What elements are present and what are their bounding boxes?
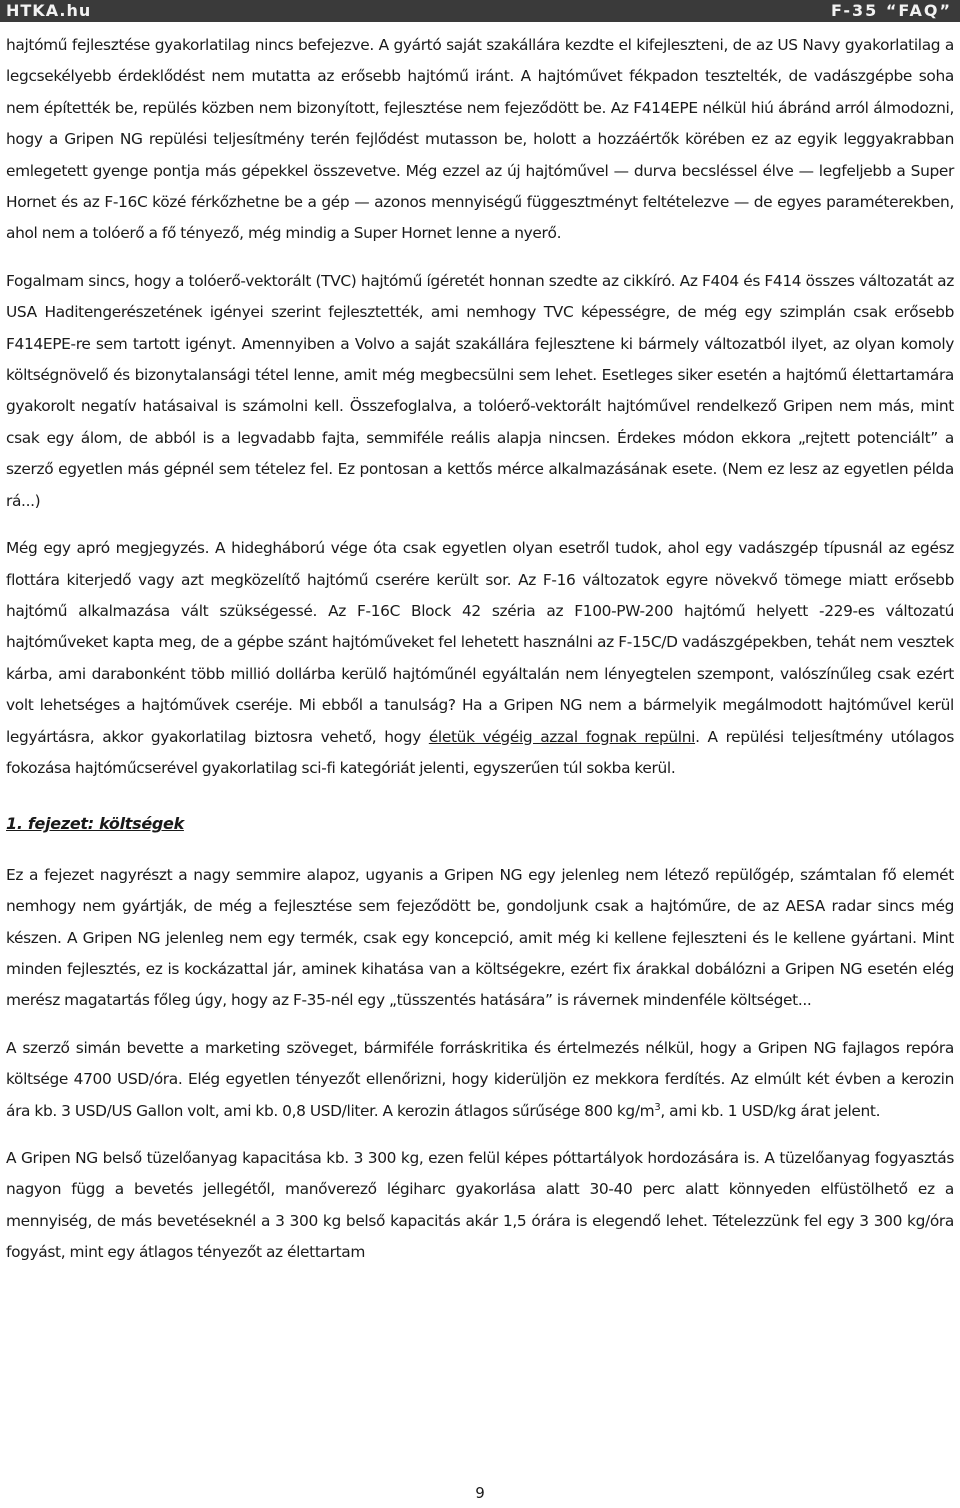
paragraph-fuel-capacity: A Gripen NG belső tüzelőanyag kapacitása kb. 3 300 kg, ezen felül képes póttartályok hordozására is. A tüzelőanyag fogyasztás nagyon függ a bevetés jellegétől, manőverező légiharc gyakorlása alatt 30-40 perc alatt könnyeden elfüstölhető ez a mennyiség, de más bevetéseknél a 3 300 kg belső kapacitás akár 1,5 órára is elegendő lehet. Tételezzünk fel egy 3 300 kg/óra fogyást, mint egy átlagos tényezőt az élettartam — [6, 1149, 954, 1262]
site-name: HTKA.hu — [6, 1, 92, 20]
paragraph-tvc: Fogalmam sincs, hogy a tolóerő-vektorált (TVC) hajtómű ígéretét honnan szedte az cikkíró. Az F404 és F414 összes változatát az USA Haditengerészetének igényei szerint fejlesztették, ami nemhogy TVC képességre, de még egy szimplán csak erősebb F414EPE-re sem tartott igényt. Amennyiben a Volvo a saját szakállára fejlesztene ki bármely változatból ilyet, az olyan komoly költségnövelő és bizonytalansági tétel lenne, amit még megbecsülni sem lehet. Esetleges siker esetén a hajtómű élettartamára gyakorolt negatív hatásaival is számolni kell. Összefoglalva, a tolóerő-vektorált hajtóművel rendelkező Gripen nem más, mint csak egy álom, de abból is a legvadabb fajta, semmiféle reális alapja nincsen. Érdekes módon ekkora „rejtett potenciált” a szerző egyetlen más gépnél sem tételez fel. Ez pontosan a kettős mérce alkalmazásának esete. (Nem ez lesz az egyetlen példa rá...) — [6, 271, 954, 510]
fuel-price-text: A szerző simán bevette a marketing szöveget, bármiféle forráskritika és értelmezés nélkül, hogy a Gripen NG fajlagos repóra költsége 4700 USD/óra. Elég egyetlen tényezőt ellenőrizni, hogy kiderüljön ez mekkora ferdítés. Az elmúlt két évben a kerozin ára kb. 3 USD/US Gallon volt, ami kb. 0,8 USD/liter. A kerozin átlagos sűrűsége 800 kg/m — [6, 1038, 954, 1120]
remark-text-start: Még egy apró megjegyzés. A hidegháború vége óta csak egyetlen olyan esetről tudok, ahol egy vadászgép típusnál az egész flottára kiterjedő vagy azt megközelítő hajtómű cserére került sor. Az F-16 változatok egyre növekvő tömege miatt erősebb hajtómű alkalmazása vált szükségessé. Az F-16C Block 42 széria az F100-PW-200 hajtómű helyett -229-es változatú hajtóműveket kapta meg, de a gépbe szánt hajtóműveket fel lehetett használni az F-15C/D vadászgépekben, tehát nem vesztek kárba, ami darabonként több millió dollárba kerülő hajtóműnél egyáltalán nem lényegtelen szempont, valószínűleg csak ezért volt lehetséges a hajtóművek cseréje. Mi ebből a tanulság? Ha a Gripen NG nem a bármelyik megálmodott hajtóművel kerül legyártásra, akkor gyakorlatilag biztosra vehető, hogy — [6, 539, 954, 746]
document-title: F-35 “FAQ” — [830, 1, 952, 20]
page-number: 9 — [475, 1484, 485, 1502]
paragraph-fuel-price — [6, 1033, 954, 1127]
superscript-exponent: 3 — [654, 1101, 661, 1113]
paragraph-engine-development: hajtómű fejlesztése gyakorlatilag nincs befejezve. A gyártó saját szakállára kezdte el kifejleszteni, de az US Navy gyakorlatilag a legcsekélyebb érdeklődést nem mutatta az erősebb hajtómű iránt. A hajtóművet fékpadon tesztelték, de vadászgépbe soha nem építették be, repülés közben nem bizonyított, fejlesztése nem fejeződött be. Az F414EPE nélkül hiú ábránd arról álmodozni, hogy a Gripen NG repülési teljesítmény terén fejlődést mutasson be, holott a hozzáértők körében ez az egyik leggyakrabban emlegetett gyenge pontja más gépekkel összevetve. Még ezzel az új hajtóművel — durva becsléssel élve — legfeljebb a Super Hornet és az F-16C közé férkőzhetne be a gép — azonos mennyiségű függesztményt feltételezve — de egyes paraméterekben, ahol nem a tolóerő a fő tényező, még mindig a Super Hornet lenne a nyerő. — [6, 36, 954, 243]
page-header — [0, 0, 960, 22]
paragraph-remark — [6, 533, 954, 784]
chapter-heading: 1. fejezet: költségek — [6, 814, 184, 834]
paragraph-costs-intro: Ez a fejezet nagyrészt a nagy semmire alapoz, ugyanis a Gripen NG egy jelenleg nem létező repülőgép, számtalan fő elemét nemhogy nem gyártják, de még a fejlesztése sem fejeződött be, gondoljunk csak a hajtóműre, de az AESA radar sincs még készen. A Gripen NG jelenleg nem egy termék, csak egy koncepció, amit még ki kellene fejleszteni és le kellene gyártani. Mint minden fejlesztés, ez is kockázattal jár, aminek kihatása van a költségekre, ezért fix árakkal dobálózni a Gripen NG esetén elég merész magatartás főleg úgy, hogy az F-35-nél egy „tüsszentés hatására” is rávernek mindenféle költséget... — [6, 865, 954, 1010]
underlined-phrase: életük végéig azzal fognak repülni — [428, 727, 696, 746]
fuel-price-text-end: , ami kb. 1 USD/kg árat jelent. — [660, 1101, 881, 1120]
document-body — [6, 30, 954, 1269]
remark-text-end: . A repülési teljesítmény utólagos fokozása hajtóműcserével gyakorlatilag sci-fi kategóriát jelenti, egyszerűen túl sokba kerül. — [6, 727, 954, 777]
